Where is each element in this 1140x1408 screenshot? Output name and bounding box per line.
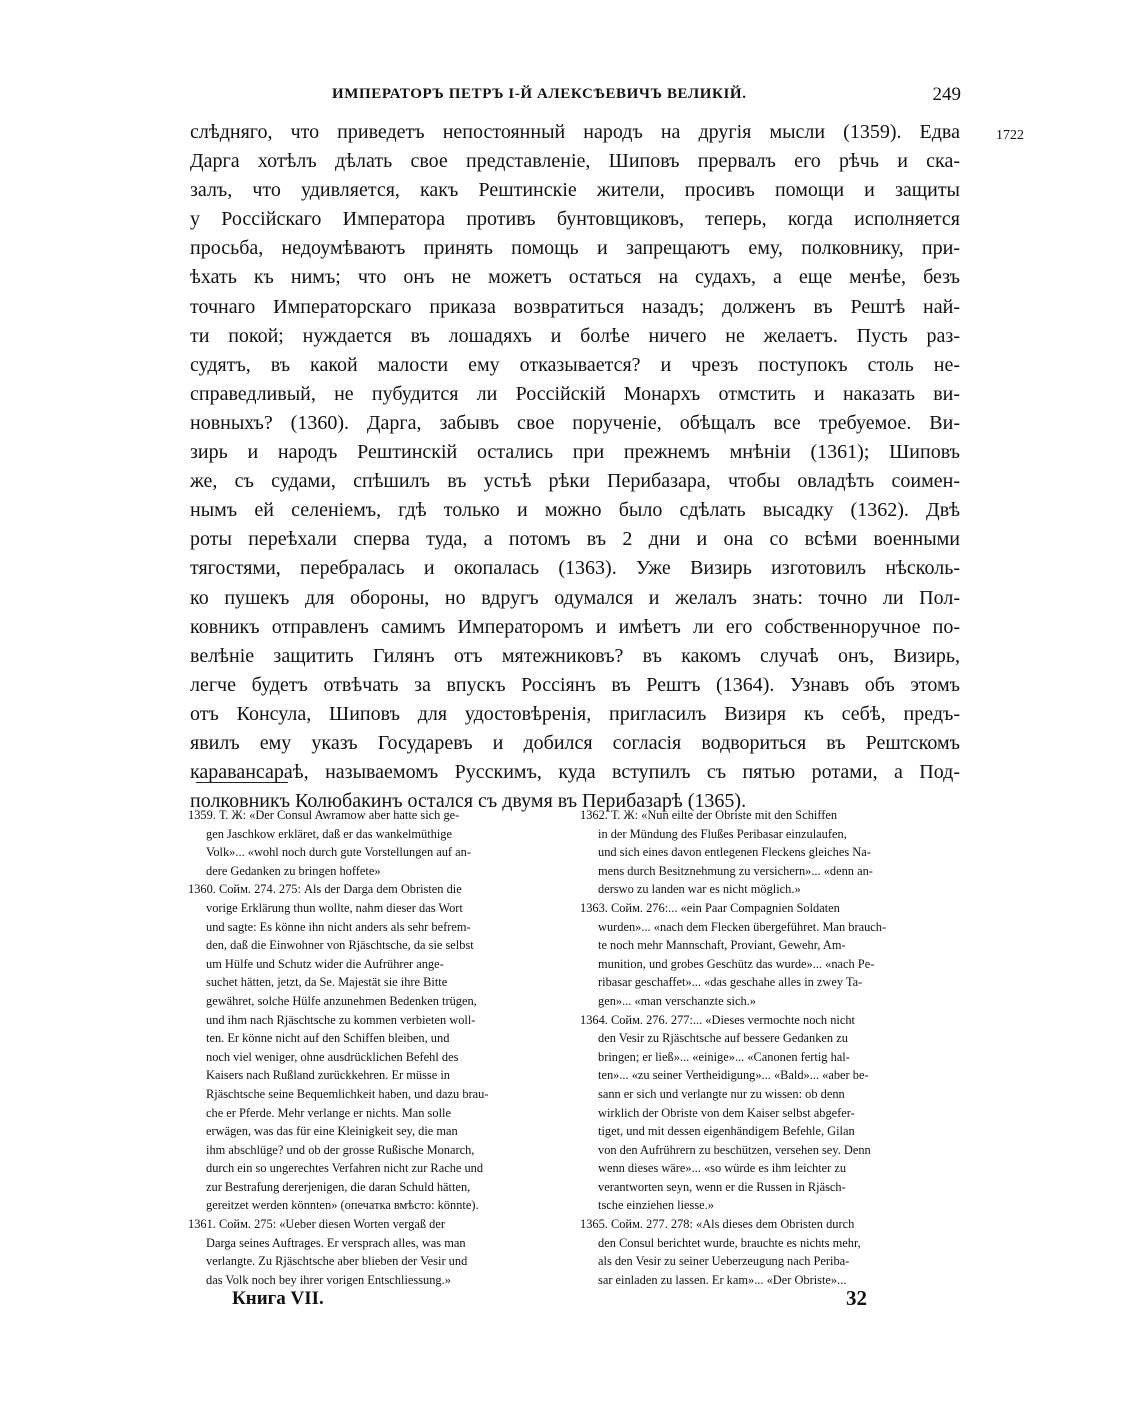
- footnote-line: Rjäschtsche seine Bequemlichkeit haben, und dazu brau-: [206, 1086, 489, 1101]
- text-line: каравансараѣ, называемомъ Русскимъ, куда вступилъ съ пятью ротами, а Под-: [190, 761, 960, 784]
- footnote-line: 1365. Сойм. 277. 278: «Als dieses dem Obristen durch: [580, 1217, 855, 1232]
- footnote-line: sann er sich und verlangte nur zu wissen: ob denn: [598, 1086, 845, 1101]
- footnote-line: gereitzet werden könnten» (опечатка вмѣсто: könnte).: [206, 1198, 479, 1213]
- footnotes-left-column: [188, 806, 578, 1289]
- footnote-line: um Hülfe und Schutz wider die Aufrührer ange-: [206, 956, 444, 971]
- running-title: ИМПЕРАТОРЪ ПЕТРЪ I-Й АЛЕКСѢЕВИЧЪ ВЕЛИКІЙ.: [332, 86, 747, 102]
- footnote-line: Darga seines Auftrages. Er versprach alles, was man: [206, 1235, 466, 1250]
- main-text-block: [190, 118, 960, 816]
- footnote-line: erwägen, was das für eine Kleinigkeit sey, die man: [206, 1124, 458, 1139]
- footnote-line: noch viel weniger, ohne ausdrücklichen Befehl des: [206, 1049, 459, 1064]
- footnote-line: Kaisers nach Rußland zurückkehren. Er müsse in: [206, 1068, 450, 1083]
- text-line: тягостями, перебралась и окопалась (1363). Уже Визирь изготовилъ нѣсколь-: [190, 557, 960, 580]
- text-line: ти покой; нуждается въ лошадяхъ и болѣе ничего не желаетъ. Пусть раз-: [190, 324, 960, 347]
- footnote-line: bringen; er ließ»... «einige»... «Canonen fertig hal-: [598, 1049, 850, 1064]
- text-line: судятъ, въ какой малости ему отказывается? и чрезъ поступокъ столь не-: [190, 353, 960, 376]
- page-number: 249: [932, 84, 961, 105]
- text-line: слѣдняго, что приведетъ непостоянный народъ на другія мысли (1359). Едва: [190, 121, 960, 143]
- footnote-line: te noch mehr Mannschaft, Proviant, Gewehr, Am-: [598, 938, 846, 953]
- footnote-line: den Vesir zu Rjäschtsche auf bessere Gedanken zu: [598, 1031, 848, 1046]
- footnote-line: wenn dieses wäre»... «so würde es ihm leichter zu: [598, 1161, 847, 1176]
- sheet-number: 32: [846, 1286, 867, 1310]
- footnote-line: munition, und grobes Geschütz das wurde»... «nach Pe-: [598, 956, 875, 971]
- footnote-line: 1359. Т. Ж: «Der Consul Awramow aber hatte sich ge-: [188, 808, 460, 822]
- footnote-line: von den Aufrührern zu beschützen, versehen sey. Denn: [598, 1142, 871, 1157]
- text-line: новныхъ? (1360). Дарга, забывъ свое порученіе, обѣщалъ все требуемое. Ви-: [190, 411, 960, 434]
- footnote-line: sar einladen zu lassen. Er kam»... «Der Obriste»...: [598, 1272, 847, 1287]
- footnote-line: tiget, und mit dessen eigenhändigem Befehle, Gilan: [598, 1124, 855, 1139]
- footnote-line: 1362. Т. Ж: «Nun eilte der Obriste mit den Schiffen: [580, 808, 838, 822]
- footnote-line: gen»... «man verschanzte sich.»: [598, 993, 756, 1008]
- text-line: просьба, недоумѣваютъ принять помощь и запрещаютъ ему, полковнику, при-: [190, 237, 960, 260]
- footnote-line: den, daß die Einwohner von Rjäschtsche, da sie selbst: [206, 938, 474, 953]
- footnote-line: verantworten seyn, wenn er die Russen in Rjäsch-: [598, 1179, 846, 1194]
- text-line: справедливый, не пубудится ли Россійскій Монархъ отмстить и наказать ви-: [190, 382, 960, 405]
- footnote-line: wurden»... «nach dem Flecken übergeführet. Man brauch-: [598, 919, 887, 934]
- footnote-line: zur Bestrafung dererjenigen, die daran Schuld hätten,: [206, 1179, 471, 1194]
- footnote-line: tsche einziehen liesse.»: [598, 1198, 714, 1213]
- footnote-line: in der Mündung des Flußes Peribasar einzulaufen,: [598, 826, 847, 841]
- footnote-line: gen Jaschkow erkläret, daß er das wankelmüthige: [206, 826, 453, 841]
- text-line: же, съ судами, спѣшилъ въ устьѣ рѣки Перибазара, чтобы овладѣть соимен-: [190, 470, 960, 493]
- text-line: ко пушекъ для обороны, но вдругъ одумался и желалъ знать: точно ли Пол-: [190, 586, 960, 609]
- text-line: ѣхать къ нимъ; что онъ не можетъ остаться на судахъ, а еще менѣе, безъ: [190, 266, 960, 289]
- footnote-line: und sagte: Es könne ihn nicht anders als sehr befrem-: [206, 919, 471, 934]
- text-line: нымъ ей селеніемъ, гдѣ только и можно было сдѣлать высадку (1362). Двѣ: [190, 499, 960, 522]
- footnote-line: wirklich der Obriste von dem Kaiser selbst abgefer-: [598, 1105, 855, 1120]
- text-line: Дарга хотѣлъ дѣлать свое представленіе, Шиповъ прервалъ его рѣчь и ска-: [190, 150, 960, 173]
- footnote-line: vorige Erklärung thun wollte, nahm dieser das Wort: [206, 900, 463, 915]
- footnote-line: mens durch Besitznehmung zu versichern»... «denn an-: [598, 863, 873, 878]
- footnote-line: ten»... «zu seiner Vertheidigung»... «Bald»... «aber be-: [598, 1068, 869, 1083]
- footnote-line: und ihm nach Rjäschtsche zu kommen verbieten woll-: [206, 1012, 476, 1027]
- footnote-line: Volk»... «wohl noch durch gute Vorstellungen auf an-: [206, 845, 471, 860]
- text-line: полковникъ Колюбакинъ остался съ двумя въ Перибазарѣ (1365).: [190, 790, 747, 813]
- text-line: велѣніе защитить Гилянъ отъ мятежниковъ? въ какомъ случаѣ онъ, Визирь,: [190, 644, 960, 667]
- text-line: легче будетъ отвѣчать за впускъ Россіянъ въ Рештъ (1364). Узнавъ объ этомъ: [190, 673, 960, 696]
- footnote-line: suchet hätten, jetzt, da Se. Majestät sie ihre Bitte: [206, 975, 448, 990]
- text-line: роты переѣхали сперва туда, а потомъ въ 2 дни и она со всѣми военными: [190, 528, 960, 551]
- running-header: [190, 84, 965, 108]
- footnote-line: che er Pferde. Mehr verlange er nichts. Man solle: [206, 1105, 451, 1120]
- footnote-line: als den Vesir zu seiner Ueberzeugung nach Periba-: [598, 1254, 850, 1269]
- footnote-line: ribasar geschaffet»... «das geschahe alles in zwey Ta-: [598, 975, 863, 990]
- footnote-line: ihm abschlüge? und ob der grosse Rußische Monarch,: [206, 1142, 475, 1157]
- text-line: залъ, что удивляется, какъ Рештинскіе жители, просивъ помощи и защиты: [190, 179, 960, 202]
- footnote-line: 1360. Сойм. 274. 275: Als der Darga dem Obristen die: [188, 882, 462, 897]
- footnote-line: dere Gedanken zu bringen hoffete»: [206, 863, 381, 878]
- text-line: у Россійскаго Императора противъ бунтовщиковъ, теперь, когда исполняется: [190, 208, 960, 231]
- margin-year: 1722: [996, 128, 1024, 143]
- footnote-line: den Consul berichtet wurde, brauchte es nichts mehr,: [598, 1235, 861, 1250]
- footnotes-right-column: [580, 806, 972, 1289]
- text-line: точнаго Императорскаго приказа возвратиться назадъ; долженъ въ Рештѣ най-: [190, 295, 960, 318]
- text-line: ковникъ отправленъ самимъ Императоромъ и имѣетъ ли его собственноручное по-: [190, 615, 960, 638]
- footnote-line: das Volk noch bey ihrer vorigen Entschliessung.»: [206, 1272, 451, 1287]
- text-line: зирь и народъ Рештинскій остались при прежнемъ мнѣніи (1361); Шиповъ: [190, 441, 960, 464]
- footnote-line: 1364. Сойм. 276. 277:... «Dieses vermochte noch nicht: [580, 1012, 855, 1027]
- text-line: отъ Консула, Шиповъ для удостовѣренія, пригласилъ Визиря къ себѣ, предъ-: [190, 702, 960, 725]
- footnote-line: 1363. Сойм. 276:... «ein Paar Compagnien Soldaten: [580, 900, 840, 915]
- book-label: Книга VII.: [232, 1288, 324, 1309]
- footnote-line: derswo zu landen war es nicht möglich.»: [598, 882, 801, 897]
- footnote-line: ten. Er könne nicht auf den Schiffen bleiben, und: [206, 1031, 450, 1046]
- footnote-line: verlangte. Zu Rjäschtsche aber blieben der Vesir und: [206, 1254, 468, 1269]
- text-line: явилъ ему указъ Государевъ и добился согласія водвориться въ Рештскомъ: [190, 731, 960, 754]
- footnote-line: durch ein so ungerechtes Verfahren nicht zur Rache und: [206, 1161, 484, 1176]
- footnote-line: gewähret, solche Hülfe anzunehmen Bedenken trügen,: [206, 993, 477, 1008]
- footnote-separator: [196, 782, 288, 783]
- footnote-line: und sich eines davon entlegenen Fleckens gleiches Na-: [598, 845, 871, 860]
- footnote-line: 1361. Сойм. 275: «Ueber diesen Worten vergaß der: [188, 1217, 445, 1232]
